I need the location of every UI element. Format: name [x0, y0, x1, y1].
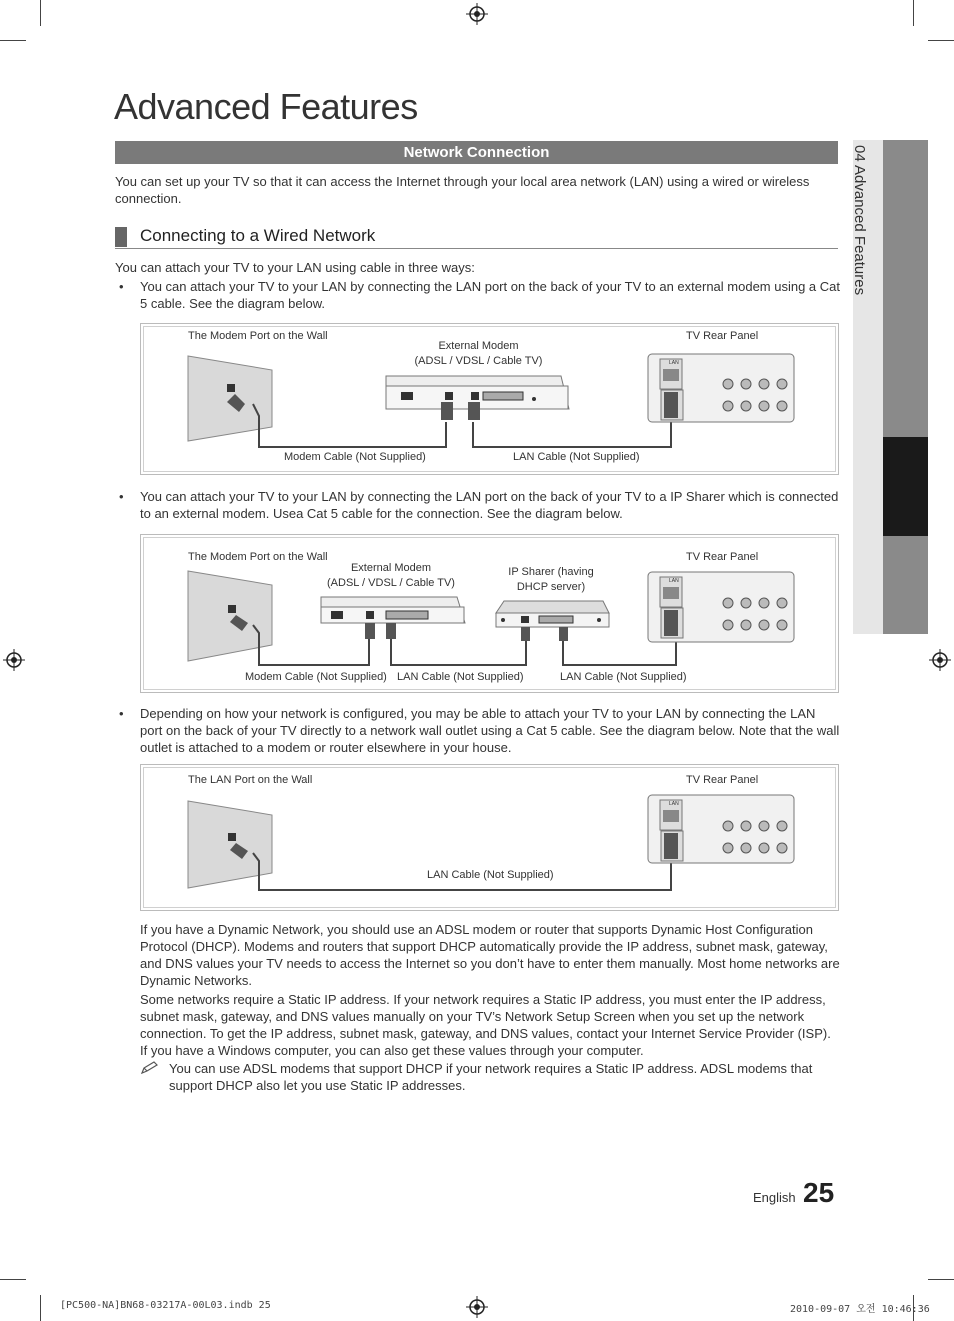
subheading-text: Connecting to a Wired Network: [140, 226, 376, 245]
crop-mark: [40, 0, 41, 26]
bullet-text: You can attach your TV to your LAN by connecting the LAN port on the back of your TV to an external modem using a Cat 5 cable. See the diagram below.: [140, 279, 841, 311]
side-tab-block: [883, 536, 928, 634]
modem-label-line1: External Modem: [350, 562, 432, 574]
lead-paragraph: You can attach your TV to your LAN using cable in three ways:: [115, 260, 475, 275]
lan-cable-label: LAN Cable (Not Supplied): [397, 671, 524, 683]
intro-paragraph: You can set up your TV so that it can access the Internet through your local area network (LAN) using a wired or wireless connection.: [115, 174, 810, 206]
tv-port-label: LAN: [669, 801, 679, 807]
lan-cable-label: LAN Cable (Not Supplied): [427, 869, 554, 881]
wall-port-label: The Modem Port on the Wall: [188, 551, 328, 563]
section-heading-bar: Network Connection: [115, 141, 838, 164]
side-tab-block: [883, 140, 928, 437]
ip-sharer-label: [486, 565, 616, 595]
bullet-dot: •: [119, 279, 124, 294]
crop-mark: [40, 1295, 41, 1321]
diagram-wall-outlet-connection: [140, 764, 839, 911]
crop-mark: [928, 40, 954, 41]
bullet-item: [119, 278, 841, 312]
wall-port-label: The LAN Port on the Wall: [188, 774, 313, 786]
crop-mark: [913, 0, 914, 26]
crop-mark: [0, 1279, 26, 1280]
registration-mark-icon: [466, 1296, 488, 1318]
modem-cable-label: Modem Cable (Not Supplied): [245, 671, 387, 683]
registration-mark-icon: [929, 649, 951, 671]
bullet-text: You can attach your TV to your LAN by connecting the LAN port on the back of your TV to a IP Sharer which is connected to an external modem. Usea Cat 5 cable for the connection. See the diagram below.: [140, 489, 839, 521]
footer-language: English: [753, 1190, 796, 1205]
modem-label-line2: (ADSL / VDSL / Cable TV): [414, 355, 543, 367]
side-tab-block-active: [883, 437, 928, 536]
modem-cable-label: Modem Cable (Not Supplied): [284, 451, 426, 463]
registration-mark-icon: [466, 3, 488, 25]
print-info-right: 2010-09-07 오전 10:46:36: [790, 1304, 930, 1315]
modem-label: [311, 561, 471, 591]
diagram-modem-connection: [140, 323, 839, 475]
note-text: You can use ADSL modems that support DHCP if your network requires a Static IP address. ADSL modems that support DHCP also let you use Static IP addresses.: [169, 1061, 813, 1093]
ip-sharer-label-line2: DHCP server): [516, 581, 586, 593]
tv-panel-label: TV Rear Panel: [686, 774, 759, 786]
bullet-item: [119, 488, 840, 522]
crop-mark: [928, 1279, 954, 1280]
modem-label-line1: External Modem: [438, 340, 519, 352]
bullet-dot: •: [119, 489, 124, 504]
ip-sharer-label-line1: IP Sharer (having: [508, 566, 594, 578]
registration-mark-icon: [3, 649, 25, 671]
page-number: 25: [803, 1177, 835, 1208]
lan-cable-label: LAN Cable (Not Supplied): [513, 451, 640, 463]
print-info-left: [PC500-NA]BN68-03217A-00L03.indb 25: [60, 1300, 271, 1311]
page-title: Advanced Features: [114, 86, 418, 127]
bullet-dot: •: [119, 706, 124, 721]
wall-port-label: The Modem Port on the Wall: [188, 330, 328, 342]
tv-port-label: LAN: [669, 360, 679, 366]
tv-port-label: LAN: [669, 578, 679, 584]
tv-panel-label: TV Rear Panel: [686, 330, 759, 342]
subheading: [115, 226, 838, 249]
lan-cable-label: LAN Cable (Not Supplied): [560, 671, 687, 683]
side-tab-label: 04 Advanced Features: [851, 145, 868, 296]
subheading-marker: [115, 227, 127, 247]
bullet-text: Depending on how your network is configured, you may be able to attach your TV to your LAN by connecting the LAN port on the back of your TV directly to a network wall outlet using a Cat 5 cable. See the diagram below. Note that the wall outlet is attached to a modem or router elsewhere in your house.: [140, 706, 840, 755]
diagram-ip-sharer-connection: [140, 534, 839, 693]
crop-mark: [0, 40, 26, 41]
dynamic-network-paragraph: If you have a Dynamic Network, you should use an ADSL modem or router that supports Dynamic Host Configuration Protocol (DHCP). Modems and routers that support DHCP automatically provide the IP address, subnet mask, gateway, and DNS values your TV needs to access the Internet so you don’t have to enter them manually. Most home networks are Dynamic Networks.: [140, 922, 840, 988]
modem-label-line2: (ADSL / VDSL / Cable TV): [327, 577, 455, 589]
modem-label: [396, 339, 561, 369]
tv-panel-label: TV Rear Panel: [686, 551, 759, 563]
diagram-3-graphic: [141, 765, 838, 910]
note-pencil-icon: [140, 1060, 160, 1076]
bullet-item: [119, 705, 840, 756]
static-ip-paragraph: Some networks require a Static IP address. If your network requires a Static IP address, you must enter the IP address, subnet mask, gateway, and DNS values manually on your TV’s Network Setup Screen when you set up the network connection. To get the IP address, subnet mask, gateway, and DNS values, contact your Internet Service Provider (ISP). If you have a Windows computer, you can also get these values through your computer.: [140, 992, 831, 1058]
